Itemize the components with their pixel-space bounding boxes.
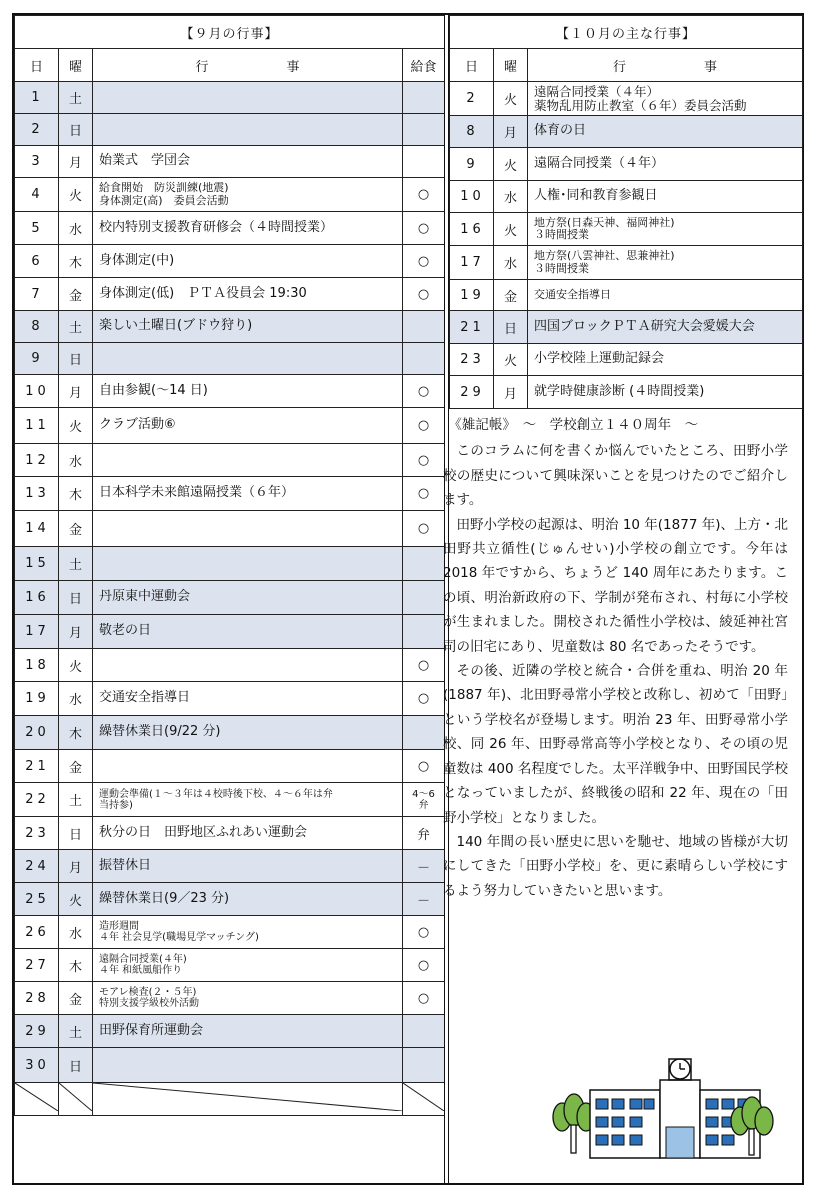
day-cell: 16 xyxy=(450,213,494,246)
day-cell: 29 xyxy=(450,376,494,409)
weekday-cell: 金 xyxy=(59,750,93,783)
event-cell: クラブ活動⑥ xyxy=(93,408,403,444)
table-row xyxy=(450,82,803,116)
event-cell: 遠隔合同授業（４年） 薬物乱用防止教室（６年）委員会活動 xyxy=(528,82,803,116)
weekday-cell: 月 xyxy=(59,850,93,883)
event-cell: 校内特別支援教育研修会（４時間授業） xyxy=(93,212,403,245)
weekday-cell: 日 xyxy=(59,343,93,375)
weekday-cell: 日 xyxy=(494,311,528,344)
event-cell xyxy=(93,649,403,682)
lunch-cell: ○ xyxy=(403,212,445,245)
weekday-cell: 水 xyxy=(59,212,93,245)
weekday-cell: 火 xyxy=(59,883,93,916)
table-row xyxy=(15,916,445,949)
weekday-cell: 火 xyxy=(494,82,528,116)
weekday-cell: 水 xyxy=(59,916,93,949)
day-cell: 16 xyxy=(15,581,59,615)
day-cell: 23 xyxy=(15,817,59,850)
lunch-cell: ○ xyxy=(403,982,445,1015)
table-row xyxy=(15,783,445,817)
event-cell: 振替休日 xyxy=(93,850,403,883)
table-row xyxy=(15,375,445,408)
day-cell: 24 xyxy=(15,850,59,883)
weekday-cell: 月 xyxy=(59,615,93,649)
table-row xyxy=(15,212,445,245)
weekday-cell: 木 xyxy=(59,245,93,278)
column-essay xyxy=(443,413,788,903)
table-row xyxy=(15,750,445,783)
weekday-cell: 土 xyxy=(59,82,93,114)
lunch-cell: ○ xyxy=(403,408,445,444)
october-title: 【１０月の主な行事】 xyxy=(450,16,803,49)
table-row xyxy=(15,311,445,343)
event-cell xyxy=(93,114,403,146)
lunch-cell xyxy=(403,581,445,615)
table-row xyxy=(15,408,445,444)
event-cell: 造形週間 ４年 社会見学(職場見学マッチング) xyxy=(93,916,403,949)
col-event: 行 事 xyxy=(93,49,403,82)
day-cell: 28 xyxy=(15,982,59,1015)
col-weekday: 曜 xyxy=(59,49,93,82)
weekday-cell: 土 xyxy=(59,311,93,343)
table-row xyxy=(15,343,445,375)
table-row xyxy=(450,213,803,246)
table-row xyxy=(15,444,445,477)
day-cell: 7 xyxy=(15,278,59,311)
table-row xyxy=(450,376,803,409)
table-row xyxy=(450,181,803,213)
lunch-cell xyxy=(403,1015,445,1048)
lunch-cell: ○ xyxy=(403,949,445,982)
september-title: 【９月の行事】 xyxy=(15,16,445,49)
lunch-cell xyxy=(403,311,445,343)
table-row xyxy=(15,114,445,146)
event-cell: 体育の日 xyxy=(528,116,803,148)
event-cell xyxy=(93,343,403,375)
table-row xyxy=(15,278,445,311)
lunch-cell xyxy=(403,615,445,649)
col-weekday: 曜 xyxy=(494,49,528,82)
october-schedule-table xyxy=(449,15,803,409)
col-day: 日 xyxy=(450,49,494,82)
event-cell xyxy=(93,444,403,477)
weekday-cell: 水 xyxy=(59,444,93,477)
event-cell: 運動会準備(１～３年は４校時後下校、４～６年は弁 当持参) xyxy=(93,783,403,817)
weekday-cell: 木 xyxy=(59,477,93,511)
event-cell xyxy=(93,1048,403,1083)
event-cell: 身体測定(低) ＰＴＡ役員会 19:30 xyxy=(93,278,403,311)
essay-paragraph: 140 年間の長い歴史に思いを馳せ、地域の皆様が大切にしてきた「田野小学校」を、更に素晴らしい学校にするよう努力していきたいと思います。 xyxy=(443,833,788,899)
table-row xyxy=(15,547,445,581)
table-row xyxy=(15,850,445,883)
weekday-cell: 日 xyxy=(59,1048,93,1083)
essay-paragraph: このコラムに何を書くか悩んでいたところ、田野小学校の歴史について興味深いことを見つけたのでご紹介します。 xyxy=(443,443,788,509)
table-row-blank xyxy=(15,1083,445,1116)
weekday-cell: 木 xyxy=(59,949,93,982)
lunch-cell: ○ xyxy=(403,444,445,477)
event-cell: 始業式 学団会 xyxy=(93,146,403,178)
event-cell: 繰替休業日(9／23 分) xyxy=(93,883,403,916)
day-cell: 9 xyxy=(15,343,59,375)
day-cell: 23 xyxy=(450,344,494,376)
table-row xyxy=(15,949,445,982)
day-cell: 14 xyxy=(15,511,59,547)
event-cell: 秋分の日 田野地区ふれあい運動会 xyxy=(93,817,403,850)
table-row xyxy=(15,682,445,716)
september-schedule-table xyxy=(14,15,445,1116)
day-cell: 22 xyxy=(15,783,59,817)
weekday-cell: 水 xyxy=(59,682,93,716)
table-row xyxy=(15,883,445,916)
lunch-cell: ○ xyxy=(403,916,445,949)
lunch-cell: － xyxy=(403,883,445,916)
table-row xyxy=(450,280,803,311)
day-cell: 6 xyxy=(15,245,59,278)
weekday-cell: 水 xyxy=(494,181,528,213)
weekday-cell: 月 xyxy=(59,146,93,178)
weekday-cell: 火 xyxy=(494,148,528,181)
event-cell: 身体測定(中) xyxy=(93,245,403,278)
event-cell: 自由参観(～14 日) xyxy=(93,375,403,408)
day-cell: 25 xyxy=(15,883,59,916)
event-cell: 人権･同和教育参観日 xyxy=(528,181,803,213)
table-row xyxy=(15,1015,445,1048)
table-row xyxy=(15,178,445,212)
essay-paragraph: その後、近隣の学校と統合・合併を重ね、明治 20 年(1887 年)、北田野尋常小学校と改称し、初めて「田野」という学校名が登場します。明治 23 年、田野尋常小学校、同 26 年、田野尋常高等小学校となり、その頃の児童数は 400 名程度でした。太平洋戦争中、田野国民学校となっていましたが、終戦後の昭和 22 年、現在の「田野小学校」となりました。 xyxy=(443,663,788,826)
table-row xyxy=(15,982,445,1015)
table-row xyxy=(15,716,445,750)
blank-cell xyxy=(59,1083,93,1116)
day-cell: 9 xyxy=(450,148,494,181)
event-cell: 田野保育所運動会 xyxy=(93,1015,403,1048)
day-cell: 2 xyxy=(450,82,494,116)
event-cell: 繰替休業日(9/22 分) xyxy=(93,716,403,750)
day-cell: 10 xyxy=(450,181,494,213)
table-row xyxy=(15,245,445,278)
weekday-cell: 水 xyxy=(494,246,528,280)
day-cell: 17 xyxy=(15,615,59,649)
weekday-cell: 土 xyxy=(59,547,93,581)
col-lunch: 給食 xyxy=(403,49,445,82)
lunch-cell: ○ xyxy=(403,278,445,311)
lunch-cell: ○ xyxy=(403,682,445,716)
table-row xyxy=(450,311,803,344)
lunch-cell: ○ xyxy=(403,245,445,278)
weekday-cell: 土 xyxy=(59,1015,93,1048)
event-cell xyxy=(93,82,403,114)
weekday-cell: 金 xyxy=(59,511,93,547)
lunch-cell xyxy=(403,146,445,178)
event-cell: 給食開始 防災訓練(地震) 身体測定(高) 委員会活動 xyxy=(93,178,403,212)
event-cell: モアレ検査(２・５年) 特別支援学級校外活動 xyxy=(93,982,403,1015)
weekday-cell: 火 xyxy=(59,178,93,212)
day-cell: 17 xyxy=(450,246,494,280)
essay-paragraph: 田野小学校の起源は、明治 10 年(1877 年)、上方・北田野共立循性(じゅんせい)小学校の創立です。今年は 2018 年ですから、ちょうど 140 周年にあたります。この頃、明治新政府の下、学制が発布され、村毎に小学校が生まれました。開校された循性小学校は、綾延神社宮司の旧宅にあり、児童数は 80 名であったそうです。 xyxy=(443,516,788,655)
day-cell: 29 xyxy=(15,1015,59,1048)
essay-heading: 《雑記帳》 ～ 学校創立１４０周年 ～ xyxy=(448,417,699,433)
weekday-cell: 火 xyxy=(59,649,93,682)
weekday-cell: 日 xyxy=(59,114,93,146)
weekday-cell: 日 xyxy=(59,581,93,615)
lunch-cell: ○ xyxy=(403,750,445,783)
day-cell: 19 xyxy=(450,280,494,311)
day-cell: 8 xyxy=(15,311,59,343)
day-cell: 18 xyxy=(15,649,59,682)
lunch-cell: 弁 xyxy=(403,817,445,850)
table-row xyxy=(15,82,445,114)
day-cell: 30 xyxy=(15,1048,59,1083)
event-cell: 交通安全指導日 xyxy=(528,280,803,311)
day-cell: 21 xyxy=(15,750,59,783)
day-cell: 2 xyxy=(15,114,59,146)
event-cell: 小学校陸上運動記録会 xyxy=(528,344,803,376)
table-row xyxy=(15,146,445,178)
event-cell: 楽しい土曜日(ブドウ狩り) xyxy=(93,311,403,343)
day-cell: 1 xyxy=(15,82,59,114)
lunch-cell xyxy=(403,716,445,750)
lunch-cell: ○ xyxy=(403,477,445,511)
day-cell: 26 xyxy=(15,916,59,949)
weekday-cell: 金 xyxy=(494,280,528,311)
table-row xyxy=(15,649,445,682)
weekday-cell: 日 xyxy=(59,817,93,850)
day-cell: 20 xyxy=(15,716,59,750)
lunch-cell: ○ xyxy=(403,178,445,212)
day-cell: 27 xyxy=(15,949,59,982)
day-cell: 21 xyxy=(450,311,494,344)
school-building-illustration xyxy=(540,1055,780,1165)
lunch-cell: ○ xyxy=(403,511,445,547)
day-cell: 10 xyxy=(15,375,59,408)
day-cell: 19 xyxy=(15,682,59,716)
event-cell: 日本科学未来館遠隔授業（６年） xyxy=(93,477,403,511)
day-cell: 5 xyxy=(15,212,59,245)
weekday-cell: 金 xyxy=(59,982,93,1015)
lunch-cell xyxy=(403,114,445,146)
weekday-cell: 金 xyxy=(59,278,93,311)
col-day: 日 xyxy=(15,49,59,82)
lunch-cell xyxy=(403,1048,445,1083)
weekday-cell: 火 xyxy=(494,344,528,376)
day-cell: 4 xyxy=(15,178,59,212)
weekday-cell: 月 xyxy=(494,116,528,148)
event-cell xyxy=(93,750,403,783)
lunch-cell: － xyxy=(403,850,445,883)
lunch-cell xyxy=(403,547,445,581)
weekday-cell: 月 xyxy=(494,376,528,409)
lunch-cell: 4～6 弁 xyxy=(403,783,445,817)
event-cell: 地方祭(八雲神社、思兼神社) ３時間授業 xyxy=(528,246,803,280)
day-cell: 3 xyxy=(15,146,59,178)
weekday-cell: 土 xyxy=(59,783,93,817)
col-event: 行 事 xyxy=(528,49,803,82)
lunch-cell xyxy=(403,82,445,114)
table-row xyxy=(450,344,803,376)
lunch-cell: ○ xyxy=(403,375,445,408)
table-row xyxy=(15,477,445,511)
weekday-cell: 火 xyxy=(59,408,93,444)
event-cell: 四国ブロックＰＴＡ研究大会愛媛大会 xyxy=(528,311,803,344)
blank-cell xyxy=(15,1083,59,1116)
day-cell: 13 xyxy=(15,477,59,511)
day-cell: 11 xyxy=(15,408,59,444)
tree-icon xyxy=(553,1094,595,1153)
event-cell: 地方祭(日森天神、福岡神社) ３時間授業 xyxy=(528,213,803,246)
event-cell: 交通安全指導日 xyxy=(93,682,403,716)
table-row xyxy=(15,1048,445,1083)
weekday-cell: 月 xyxy=(59,375,93,408)
event-cell: 敬老の日 xyxy=(93,615,403,649)
table-row xyxy=(450,116,803,148)
table-row xyxy=(15,511,445,547)
event-cell: 就学時健康診断 (４時間授業) xyxy=(528,376,803,409)
lunch-cell xyxy=(403,343,445,375)
event-cell: 遠隔合同授業(４年) ４年 和紙風船作り xyxy=(93,949,403,982)
table-row xyxy=(15,817,445,850)
weekday-cell: 火 xyxy=(494,213,528,246)
day-cell: 12 xyxy=(15,444,59,477)
table-row xyxy=(450,148,803,181)
event-cell: 遠隔合同授業（４年） xyxy=(528,148,803,181)
table-row xyxy=(15,615,445,649)
event-cell xyxy=(93,547,403,581)
table-row xyxy=(450,246,803,280)
blank-cell xyxy=(93,1083,403,1116)
weekday-cell: 木 xyxy=(59,716,93,750)
october-rows xyxy=(450,82,803,409)
blank-cell xyxy=(403,1083,445,1116)
lunch-cell: ○ xyxy=(403,649,445,682)
event-cell xyxy=(93,511,403,547)
table-row xyxy=(15,581,445,615)
day-cell: 15 xyxy=(15,547,59,581)
day-cell: 8 xyxy=(450,116,494,148)
september-rows xyxy=(15,82,445,1116)
event-cell: 丹原東中運動会 xyxy=(93,581,403,615)
